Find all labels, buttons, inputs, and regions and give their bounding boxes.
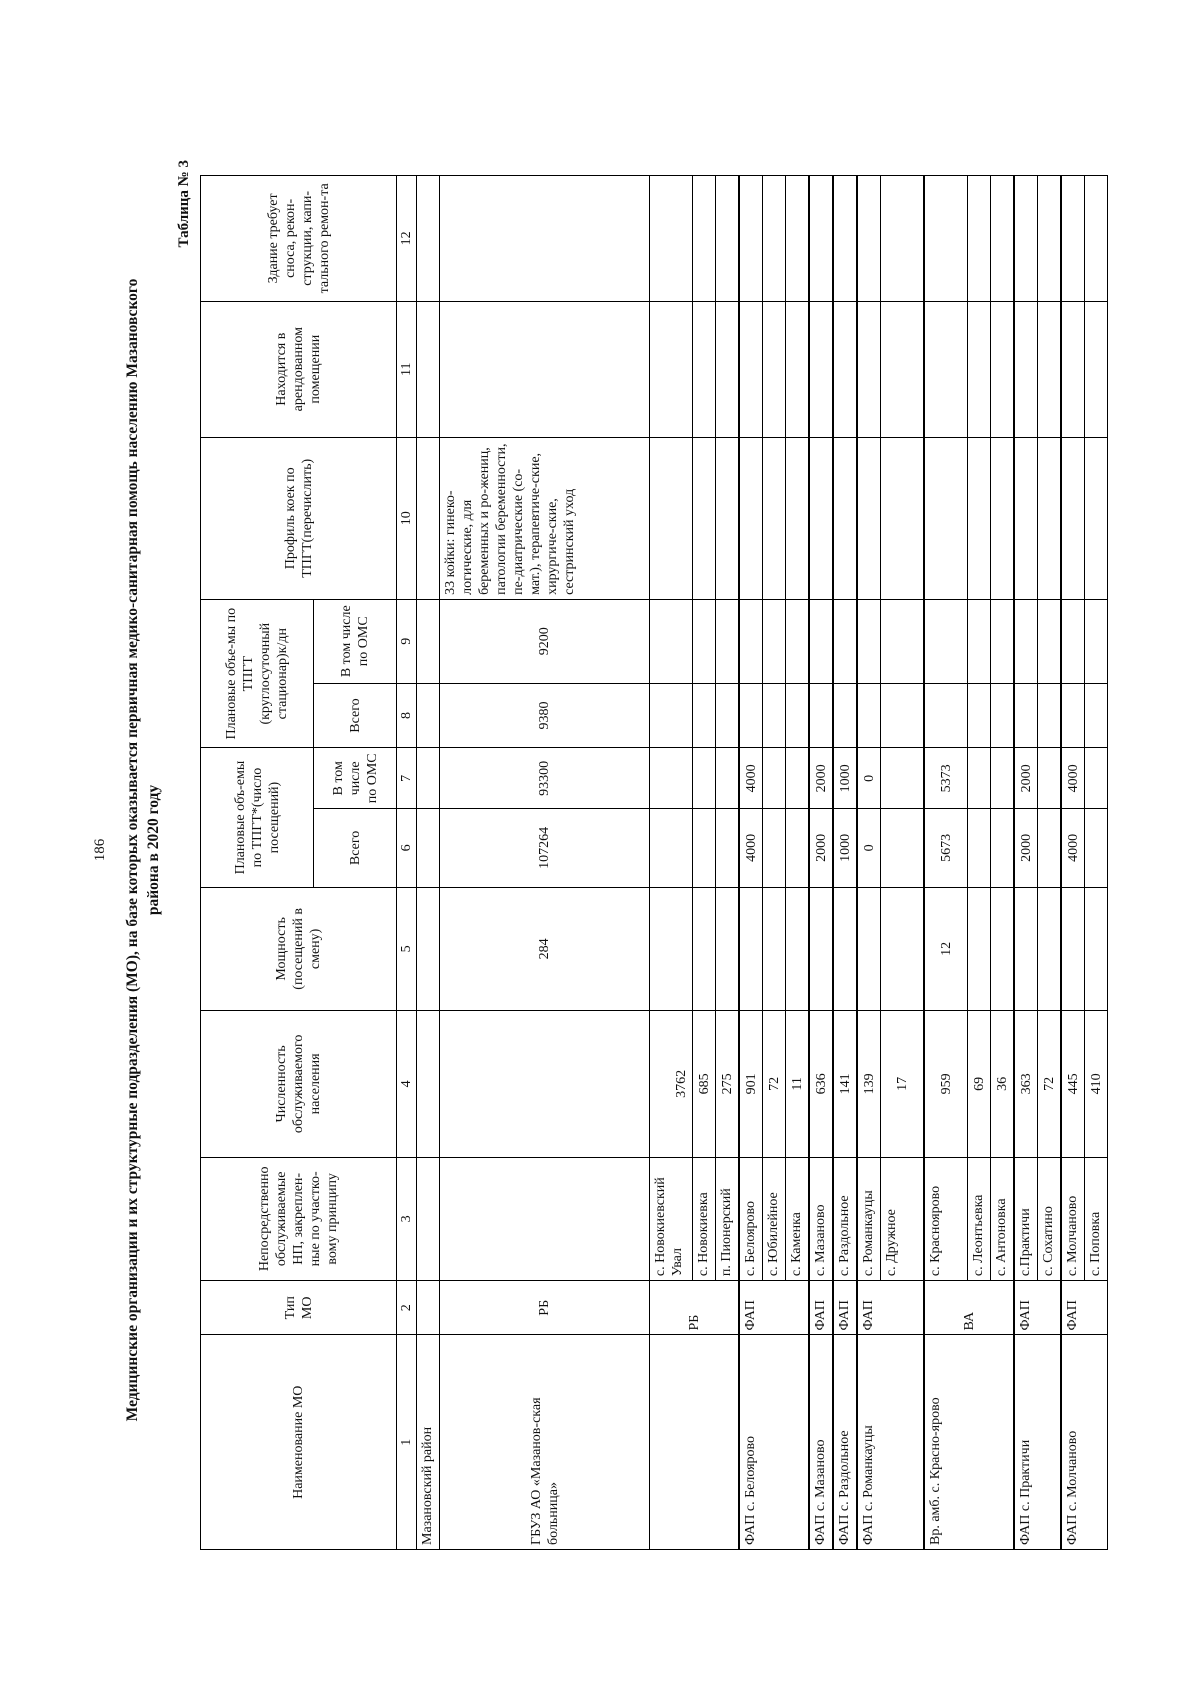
- settlement-name: с. Каменка: [786, 1157, 810, 1280]
- hospital-total-value: 9380: [440, 683, 650, 748]
- population-value: 901: [739, 1011, 763, 1158]
- visits-total-value: 1000: [833, 809, 857, 887]
- settlement-name: с. Красноярово: [924, 1157, 968, 1280]
- visits-total-value: 107264: [440, 809, 650, 887]
- column-number: 1: [397, 1335, 417, 1550]
- population-value: 72: [763, 1011, 786, 1158]
- table-label: Таблица № 3: [176, 160, 192, 248]
- visits-oms-value: 1000: [833, 748, 857, 809]
- header-visits-total: Всего: [314, 809, 397, 887]
- population-value: 3762: [650, 1011, 693, 1158]
- column-number: 12: [397, 176, 417, 302]
- visits-oms-value: 4000: [739, 748, 763, 809]
- header-capacity: Мощность (посещений в смену): [201, 887, 397, 1010]
- mo-name: ФАП с. Белоярово: [739, 1335, 809, 1550]
- population-value: 36: [991, 1011, 1015, 1158]
- population-value: 445: [1061, 1011, 1085, 1158]
- header-type: Тип МО: [201, 1281, 397, 1335]
- settlement-name: с. Юбилейное: [763, 1157, 786, 1280]
- mo-name: ФАП с. Романкауцы: [857, 1335, 924, 1550]
- visits-total-value: 4000: [1061, 809, 1085, 887]
- table-row: [924, 176, 968, 1550]
- visits-total-value: 4000: [739, 809, 763, 887]
- population-value: 685: [693, 1011, 716, 1158]
- mo-type: ФАП: [833, 1281, 857, 1335]
- mo-name: ФАП с. Мазаново: [809, 1335, 833, 1550]
- column-number: 3: [397, 1157, 417, 1280]
- column-numbers-row: [397, 176, 417, 1550]
- population-value: 17: [881, 1011, 925, 1158]
- column-number: 10: [397, 437, 417, 599]
- mo-name: ФАП с. Раздольное: [833, 1335, 857, 1550]
- settlement-name: с. Белоярово: [739, 1157, 763, 1280]
- settlement-name: с. Новокиевка: [693, 1157, 716, 1280]
- population-value: 11: [786, 1011, 810, 1158]
- column-number: 6: [397, 809, 417, 887]
- settlement-name: с.Практичи: [1014, 1157, 1038, 1280]
- district-name: Мазановский район: [417, 1335, 440, 1550]
- visits-oms-value: 2000: [1014, 748, 1038, 809]
- settlement-name: с. Мазаново: [809, 1157, 833, 1280]
- page-number: 186: [92, 838, 108, 862]
- settlement-name: с. Молчаново: [1061, 1157, 1085, 1280]
- visits-total-value: 2000: [1014, 809, 1038, 887]
- header-beds: Профиль коек по ТПГТ(перечислить): [201, 437, 397, 599]
- column-number: 9: [397, 599, 417, 683]
- mo-type: ФАП: [809, 1281, 833, 1335]
- mo-name: Вр. амб. с. Красно-ярово: [924, 1335, 1014, 1550]
- settlement-name: с. Романкауцы: [857, 1157, 881, 1280]
- bed-profile-text: 33 койки: гинеко-логические, для беременных и ро-жениц, патологии беременности, пе-диатрические (со-мат.), терапевтиче-ские, хирургиче-ские, сестринский уход: [440, 437, 650, 599]
- column-number: 7: [397, 748, 417, 809]
- population-value: 141: [833, 1011, 857, 1158]
- mo-type: РБ: [440, 1281, 650, 1335]
- document-title-line-2: района в 2020 году: [145, 784, 162, 916]
- column-number: 4: [397, 1011, 417, 1158]
- population-value: 69: [968, 1011, 991, 1158]
- settlement-name: с. Новокиевский Увал: [650, 1157, 693, 1280]
- visits-total-value: 0: [857, 809, 881, 887]
- table-row: [739, 176, 763, 1550]
- population-value: 275: [716, 1011, 740, 1158]
- header-visits: Плановые объ-емы по ТПГТ*(число посещений): [201, 748, 314, 887]
- table-row: [833, 176, 857, 1550]
- settlement-name: п. Пионерский: [716, 1157, 740, 1280]
- population-value: 636: [809, 1011, 833, 1158]
- population-value: 72: [1038, 1011, 1062, 1158]
- visits-oms-value: 4000: [1061, 748, 1085, 809]
- column-number: 11: [397, 301, 417, 437]
- mo-name: ФАП с. Практичи: [1014, 1335, 1061, 1550]
- table-row-district: [417, 176, 440, 1550]
- header-population: Численность обслуживаемого населения: [201, 1011, 397, 1158]
- mo-type: ФАП: [1014, 1281, 1061, 1335]
- population-value: 363: [1014, 1011, 1038, 1158]
- table-row: [857, 176, 881, 1550]
- visits-oms-value: 0: [857, 748, 881, 809]
- mo-type: ВА: [924, 1281, 1014, 1335]
- column-number: 2: [397, 1281, 417, 1335]
- visits-oms-value: 2000: [809, 748, 833, 809]
- header-repair: Здание требует сноса, рекон-струкции, капи-тального ремон-та: [201, 176, 397, 302]
- header-rented: Находится в арендованном помещении: [201, 301, 397, 437]
- population-value: 410: [1085, 1011, 1108, 1158]
- settlement-name: с. Дружное: [881, 1157, 925, 1280]
- settlement-name: с. Раздольное: [833, 1157, 857, 1280]
- mo-type: ФАП: [1061, 1281, 1108, 1335]
- visits-total-value: 2000: [809, 809, 833, 887]
- visits-oms-value: 5373: [924, 748, 968, 809]
- capacity-value: 12: [924, 887, 968, 1010]
- header-settlements: Непосредственно обслуживаемые НП, закреплен-ные по участко-вому принципу: [201, 1157, 397, 1280]
- visits-oms-value: 93300: [440, 748, 650, 809]
- table-row: [650, 176, 693, 1550]
- column-number: 5: [397, 887, 417, 1010]
- mo-type: РБ: [650, 1281, 740, 1335]
- visits-total-value: 5673: [924, 809, 968, 887]
- document-title: [122, 120, 164, 1580]
- mo-name: ГБУЗ АО «Мазанов-ская больница»: [440, 1335, 650, 1550]
- header-name: Наименование МО: [201, 1335, 397, 1550]
- header-hospital: Плановые объе-мы по ТПГТ (круглосуточный стационар)к/дн: [201, 599, 314, 748]
- mo-type: ФАП: [857, 1281, 924, 1335]
- settlement-name: с. Леонтьевка: [968, 1157, 991, 1280]
- mo-name: ФАП с. Молчаново: [1061, 1335, 1108, 1550]
- table-row: [1061, 176, 1085, 1550]
- population-value: 139: [857, 1011, 881, 1158]
- header-hospital-total: Всего: [314, 683, 397, 748]
- header-hospital-oms: В том числе по ОМС: [314, 599, 397, 683]
- settlement-name: с. Сохатино: [1038, 1157, 1062, 1280]
- header-visits-oms: В том числе по ОМС: [314, 748, 397, 809]
- table-row: [1014, 176, 1038, 1550]
- capacity-value: 284: [440, 887, 650, 1010]
- settlement-name: с. Поповка: [1085, 1157, 1108, 1280]
- hospital-oms-value: 9200: [440, 599, 650, 683]
- document-title-line-1: Медицинские организации и их структурные подразделения (МО), на базе которых оказывается первичная медико-санитарная помощь населению Мазановского: [124, 278, 141, 1422]
- header-row-1: [201, 176, 314, 1550]
- mo-type: ФАП: [739, 1281, 809, 1335]
- table-row: [809, 176, 833, 1550]
- medical-organizations-table: [200, 175, 1108, 1550]
- settlement-name: с. Антоновка: [991, 1157, 1015, 1280]
- population-value: 959: [924, 1011, 968, 1158]
- column-number: 8: [397, 683, 417, 748]
- table-row-gbuz: [440, 176, 650, 1550]
